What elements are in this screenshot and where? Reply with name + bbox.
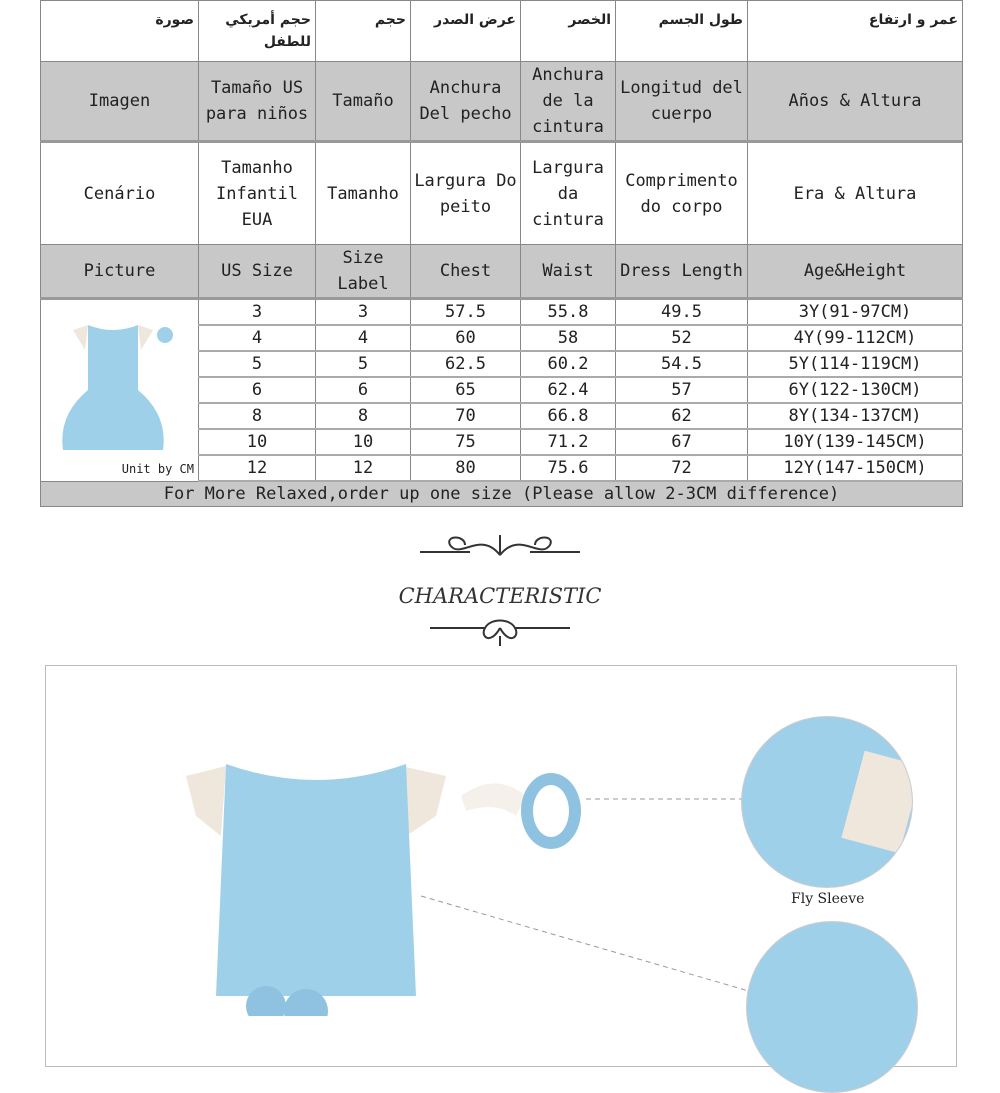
table-cell: 75	[411, 429, 521, 455]
table-cell: 6	[316, 377, 411, 403]
header-cell: صورة	[41, 1, 199, 62]
header-cell: Chest	[411, 245, 521, 299]
table-cell: 60	[411, 325, 521, 351]
header-cell: Longitud del cuerpo	[616, 62, 748, 142]
table-cell: 5Y(114-119CM)	[748, 351, 963, 377]
characteristic-title: CHARACTERISTIC	[398, 584, 602, 608]
header-cell: Tamaño US para niños	[199, 62, 316, 142]
table-cell: 66.8	[521, 403, 616, 429]
table-cell: 55.8	[521, 299, 616, 326]
header-cell: US Size	[199, 245, 316, 299]
table-cell: 12	[199, 455, 316, 481]
ornament-top-icon	[420, 530, 580, 560]
table-row	[41, 299, 963, 326]
header-cell: Cenário	[41, 142, 199, 245]
header-cell: الخصر	[521, 1, 616, 62]
table-cell: 3	[316, 299, 411, 326]
header-cell: Tamanho Infantil EUA	[199, 142, 316, 245]
table-cell: 57.5	[411, 299, 521, 326]
header-cell: Imagen	[41, 62, 199, 142]
header-cell: Size Label	[316, 245, 411, 299]
ornament-bottom-icon	[430, 616, 570, 646]
table-cell: 67	[616, 429, 748, 455]
table-cell: 12Y(147-150CM)	[748, 455, 963, 481]
header-cell: Largura da cintura	[521, 142, 616, 245]
header-row-english	[41, 245, 963, 299]
table-cell: 52	[616, 325, 748, 351]
table-cell: 72	[616, 455, 748, 481]
table-cell: 4	[199, 325, 316, 351]
table-cell: 6	[199, 377, 316, 403]
header-cell: حجم	[316, 1, 411, 62]
table-cell: 8	[316, 403, 411, 429]
table-cell: 80	[411, 455, 521, 481]
table-cell: 62.4	[521, 377, 616, 403]
header-cell: Era & Altura	[748, 142, 963, 245]
header-row-spanish	[41, 62, 963, 142]
header-cell: Tamanho	[316, 142, 411, 245]
header-cell: Anchura de la cintura	[521, 62, 616, 142]
dress-thumbnail-cell	[41, 299, 199, 482]
table-cell: 10	[316, 429, 411, 455]
table-cell: 60.2	[521, 351, 616, 377]
table-cell: 12	[316, 455, 411, 481]
table-cell: 8Y(134-137CM)	[748, 403, 963, 429]
header-cell: Años & Altura	[748, 62, 963, 142]
table-cell: 4	[316, 325, 411, 351]
header-row-portuguese	[41, 142, 963, 245]
lace-detail-image	[746, 921, 918, 1093]
table-cell: 3Y(91-97CM)	[748, 299, 963, 326]
table-cell: 3	[199, 299, 316, 326]
table-cell: 62.5	[411, 351, 521, 377]
product-detail-frame	[45, 665, 957, 1067]
table-cell: 6Y(122-130CM)	[748, 377, 963, 403]
footer-note: For More Relaxed,order up one size (Please allow 2-3CM difference)	[41, 481, 963, 507]
header-cell: حجم أمريكي للطفل	[199, 1, 316, 62]
table-cell: 5	[199, 351, 316, 377]
table-cell: 5	[316, 351, 411, 377]
fly-sleeve-detail-image	[741, 716, 913, 888]
size-rows	[41, 299, 963, 482]
header-cell: Largura Do peito	[411, 142, 521, 245]
table-cell: 8	[199, 403, 316, 429]
header-cell: عمر و ارتفاع	[748, 1, 963, 62]
table-cell: 54.5	[616, 351, 748, 377]
header-cell: Tamaño	[316, 62, 411, 142]
table-cell: 62	[616, 403, 748, 429]
table-cell: 57	[616, 377, 748, 403]
header-cell: طول الجسم	[616, 1, 748, 62]
table-cell: 58	[521, 325, 616, 351]
unit-label: Unit by CM	[121, 461, 194, 476]
table-cell: 75.6	[521, 455, 616, 481]
header-cell: عرض الصدر	[411, 1, 521, 62]
header-cell: Dress Length	[616, 245, 748, 299]
table-cell: 65	[411, 377, 521, 403]
table-cell: 10	[199, 429, 316, 455]
fly-sleeve-label: Fly Sleeve	[791, 891, 865, 907]
table-cell: 71.2	[521, 429, 616, 455]
header-cell: Anchura Del pecho	[411, 62, 521, 142]
table-cell: 10Y(139-145CM)	[748, 429, 963, 455]
table-cell: 70	[411, 403, 521, 429]
header-row-arabic	[41, 1, 963, 62]
header-cell: Picture	[41, 245, 199, 299]
table-cell: 49.5	[616, 299, 748, 326]
header-cell: Comprimento do corpo	[616, 142, 748, 245]
header-cell: Waist	[521, 245, 616, 299]
header-cell: Age&Height	[748, 245, 963, 299]
dress-thumbnail-image	[53, 320, 173, 460]
table-cell: 4Y(99-112CM)	[748, 325, 963, 351]
footer-row	[41, 481, 963, 507]
size-chart-table	[40, 0, 963, 507]
